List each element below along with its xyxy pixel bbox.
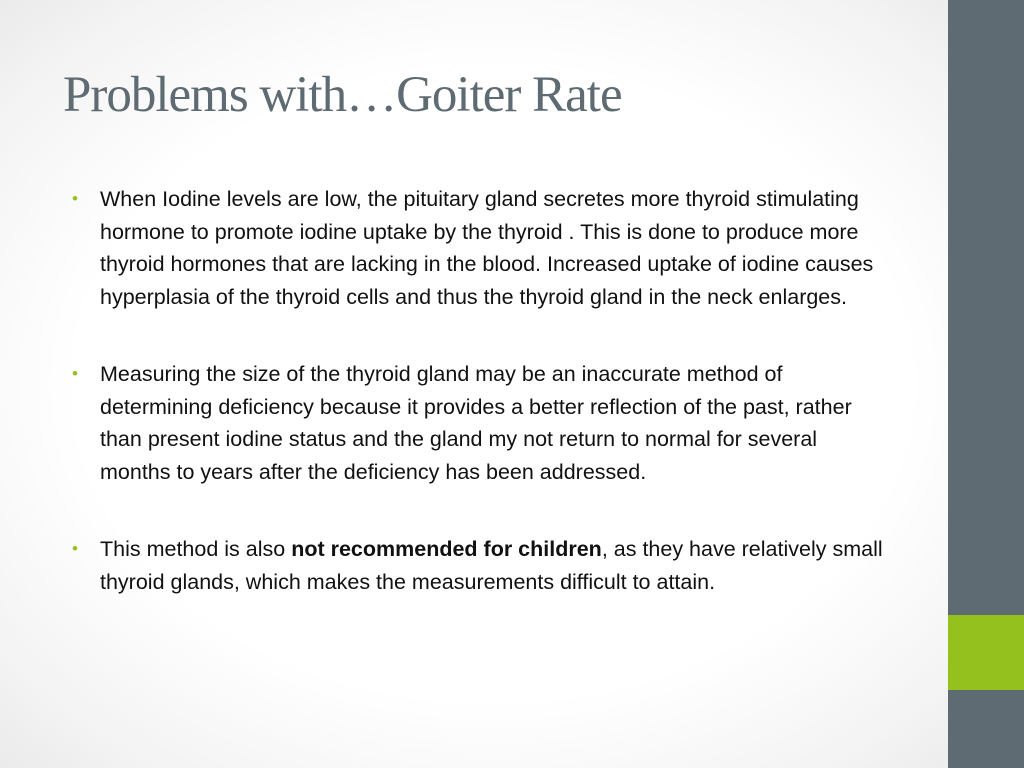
slide-title: Problems with…Goiter Rate	[63, 67, 622, 123]
bullet-text-before: This method is also	[100, 537, 292, 561]
bullet-item	[72, 533, 887, 598]
bullet-list	[72, 183, 887, 598]
bullet-text: Measuring the size of the thyroid gland may be an inaccurate method of determining deficiency because it provides a better reflection of the past, rather than present iodine status and the gland my not return to normal for several months to years after the deficiency has been addressed.	[100, 362, 852, 484]
bullet-item	[72, 358, 887, 488]
bullet-text-after: , as they have relatively small thyroid glands, which makes the measurements difficult to attain.	[100, 537, 883, 594]
bullet-text: When Iodine levels are low, the pituitary gland secretes more thyroid stimulating hormone to promote iodine uptake by the thyroid . This is done to produce more thyroid hormones that are lacking in the blood. Increased uptake of iodine causes hyperplasia of the thyroid cells and thus the thyroid gland in the neck enlarges.	[100, 187, 874, 309]
bullet-item	[72, 183, 887, 313]
bullet-text-bold: not recommended for children	[291, 537, 602, 561]
bullet-marker-icon: •	[72, 539, 78, 558]
bullet-marker-icon: •	[72, 364, 78, 383]
bullet-marker-icon: •	[72, 189, 78, 208]
side-accent-block	[948, 615, 1024, 690]
